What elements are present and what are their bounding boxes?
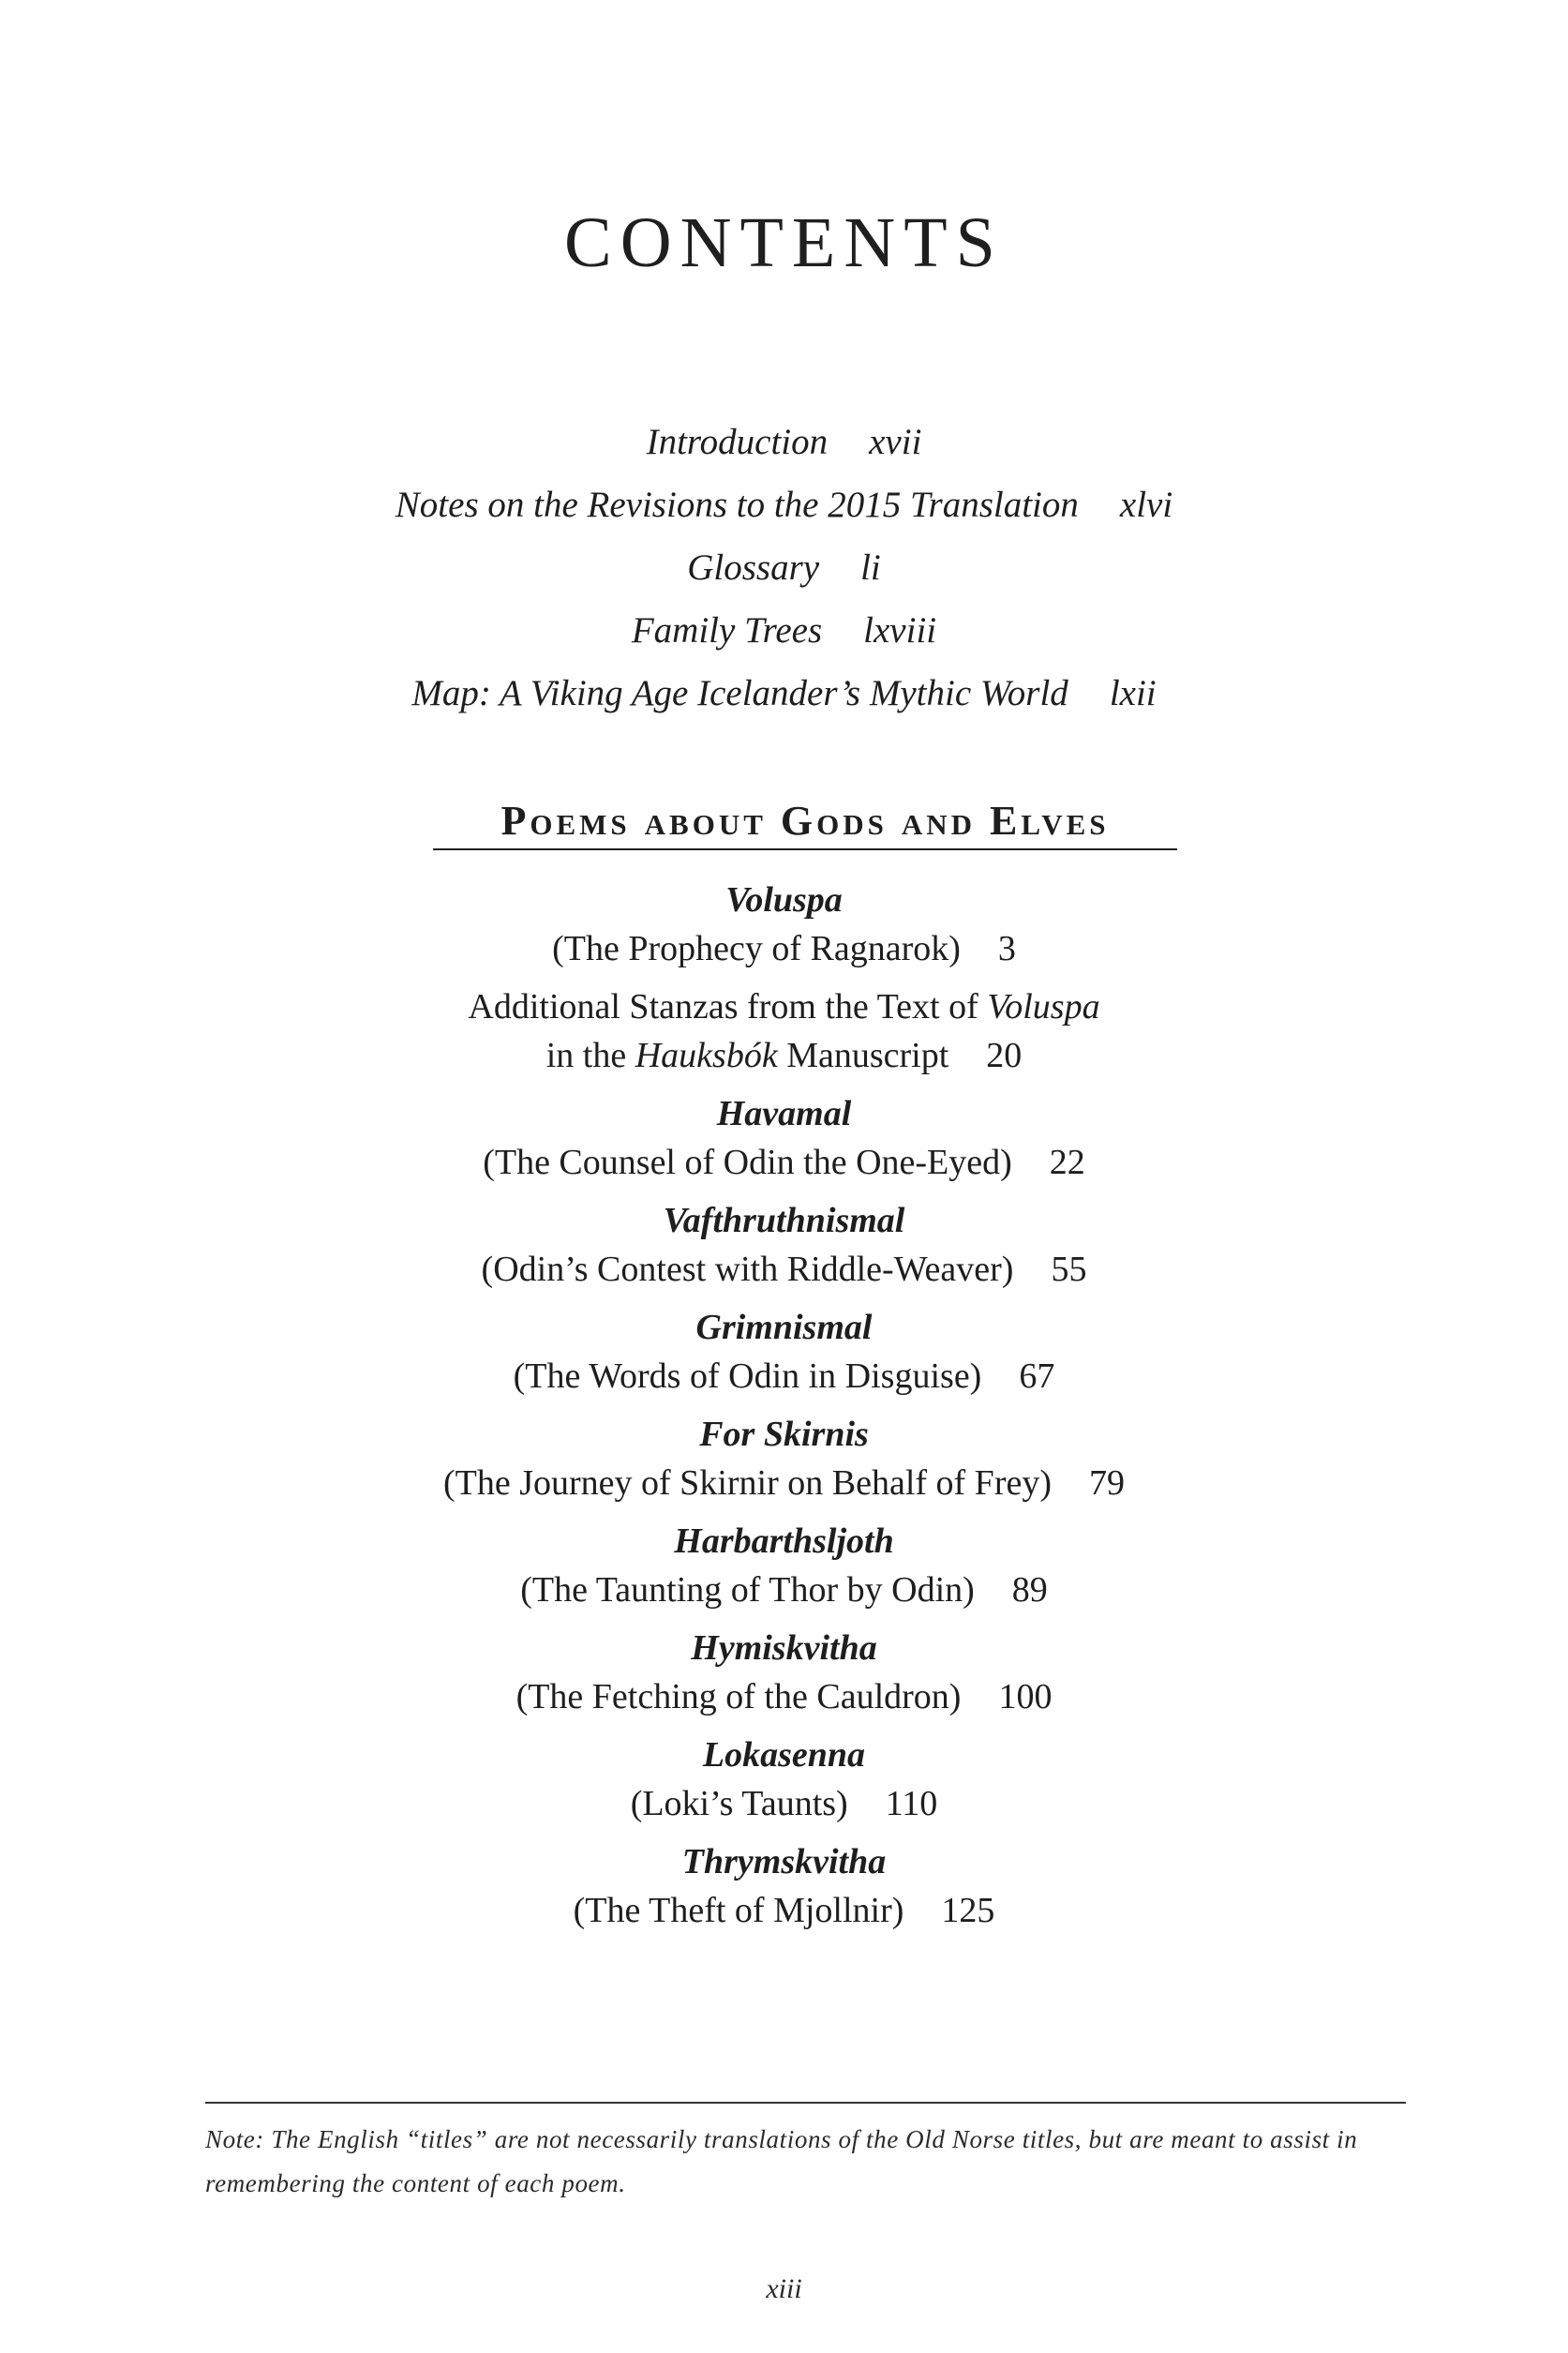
toc-entry-vafthruthnismal[interactable] xyxy=(0,1196,1568,1294)
poem-subtitle: (The Counsel of Odin the One-Eyed) xyxy=(483,1143,1012,1182)
toc-entry-harbarthsljoth[interactable] xyxy=(0,1517,1568,1614)
toc-entry-page: 100 xyxy=(998,1677,1053,1716)
toc-entry-for-skirnis[interactable] xyxy=(0,1410,1568,1507)
toc-entry-notes-on-revisions[interactable] xyxy=(0,473,1568,536)
page-title: CONTENTS xyxy=(564,203,1004,282)
poem-subtitle: (The Fetching of the Cauldron) xyxy=(515,1677,962,1716)
poem-title: Hymiskvitha xyxy=(691,1628,877,1668)
footnote-line: remembering the content of each poem. xyxy=(205,2169,626,2197)
toc-entry-lokasenna[interactable] xyxy=(0,1731,1568,1828)
poem-subtitle: (The Taunting of Thor by Odin) xyxy=(520,1570,975,1610)
poem-title: Havamal xyxy=(716,1094,852,1133)
footnote xyxy=(205,2118,1414,2206)
poem-title: For Skirnis xyxy=(699,1415,869,1454)
toc-entry-grimnismal[interactable] xyxy=(0,1303,1568,1401)
toc-entry-page: xlvi xyxy=(1119,485,1173,525)
poem-subtitle: (The Theft of Mjollnir) xyxy=(573,1891,904,1930)
entry-text: Manuscript xyxy=(777,1036,949,1075)
front-matter-list xyxy=(0,411,1568,725)
toc-entry-glossary[interactable] xyxy=(0,536,1568,599)
toc-entry-introduction[interactable] xyxy=(0,411,1568,473)
footnote-divider xyxy=(205,2102,1406,2104)
toc-entry-havamal[interactable] xyxy=(0,1089,1568,1187)
toc-entry-family-trees[interactable] xyxy=(0,599,1568,662)
poem-subtitle: (Loki’s Taunts) xyxy=(630,1784,848,1823)
toc-entry-page: 125 xyxy=(941,1891,995,1930)
poem-title: Grimnismal xyxy=(695,1308,873,1347)
toc-entry-page: li xyxy=(860,547,881,588)
poem-title: Lokasenna xyxy=(702,1735,866,1775)
toc-entry-page: 79 xyxy=(1089,1463,1125,1503)
poems-list xyxy=(0,876,1568,1944)
toc-entry-page: 67 xyxy=(1019,1356,1055,1396)
footnote-line: Note: The English “titles” are not necessarily translations of the Old Norse titles, but are meant to assist in xyxy=(205,2125,1358,2153)
toc-entry-title: Introduction xyxy=(646,422,829,462)
entry-text: Additional Stanzas from the Text of xyxy=(468,987,988,1027)
toc-entry-title: Map: A Viking Age Icelander’s Mythic World xyxy=(411,673,1068,713)
poem-subtitle: (The Words of Odin in Disguise) xyxy=(513,1356,982,1396)
poem-subtitle: (Odin’s Contest with Riddle-Weaver) xyxy=(481,1250,1014,1289)
section-divider xyxy=(433,848,1177,850)
toc-entry-title: Family Trees xyxy=(631,610,823,651)
poem-subtitle: (The Journey of Skirnir on Behalf of Frey) xyxy=(442,1463,1052,1503)
toc-entry-page: xvii xyxy=(869,422,922,462)
poem-subtitle: (The Prophecy of Ragnarok) xyxy=(552,929,961,968)
toc-entry-page: 110 xyxy=(885,1784,938,1823)
toc-entry-page: lxviii xyxy=(863,610,937,651)
toc-entry-page: 3 xyxy=(997,929,1016,968)
poem-title: Harbarthsljoth xyxy=(674,1521,894,1561)
entry-text-italic: Voluspa xyxy=(987,987,1100,1027)
poem-title: Voluspa xyxy=(725,880,843,920)
page-number: xiii xyxy=(766,2273,802,2304)
toc-entry-page: 20 xyxy=(986,1036,1023,1075)
poem-title: Vafthruthnismal xyxy=(663,1201,905,1240)
toc-entry-title: Glossary xyxy=(687,547,820,588)
toc-entry-page: 55 xyxy=(1051,1250,1087,1289)
entry-text-italic: Hauksbók xyxy=(635,1036,778,1075)
toc-entry-voluspa[interactable] xyxy=(0,876,1568,973)
toc-entry-page: 22 xyxy=(1049,1143,1085,1182)
toc-entry-page: lxii xyxy=(1109,673,1157,713)
toc-entry-hymiskvitha[interactable] xyxy=(0,1624,1568,1721)
poem-title: Thrymskvitha xyxy=(681,1842,887,1881)
toc-entry-thrymskvitha[interactable] xyxy=(0,1837,1568,1935)
section-heading: Poems about Gods and Elves xyxy=(500,798,1110,844)
entry-text: in the xyxy=(545,1036,635,1075)
toc-entry-map[interactable] xyxy=(0,662,1568,725)
toc-entry-additional-stanzas[interactable] xyxy=(0,982,1568,1080)
toc-entry-title: Notes on the Revisions to the 2015 Translation xyxy=(395,485,1079,525)
toc-entry-page: 89 xyxy=(1011,1570,1048,1610)
